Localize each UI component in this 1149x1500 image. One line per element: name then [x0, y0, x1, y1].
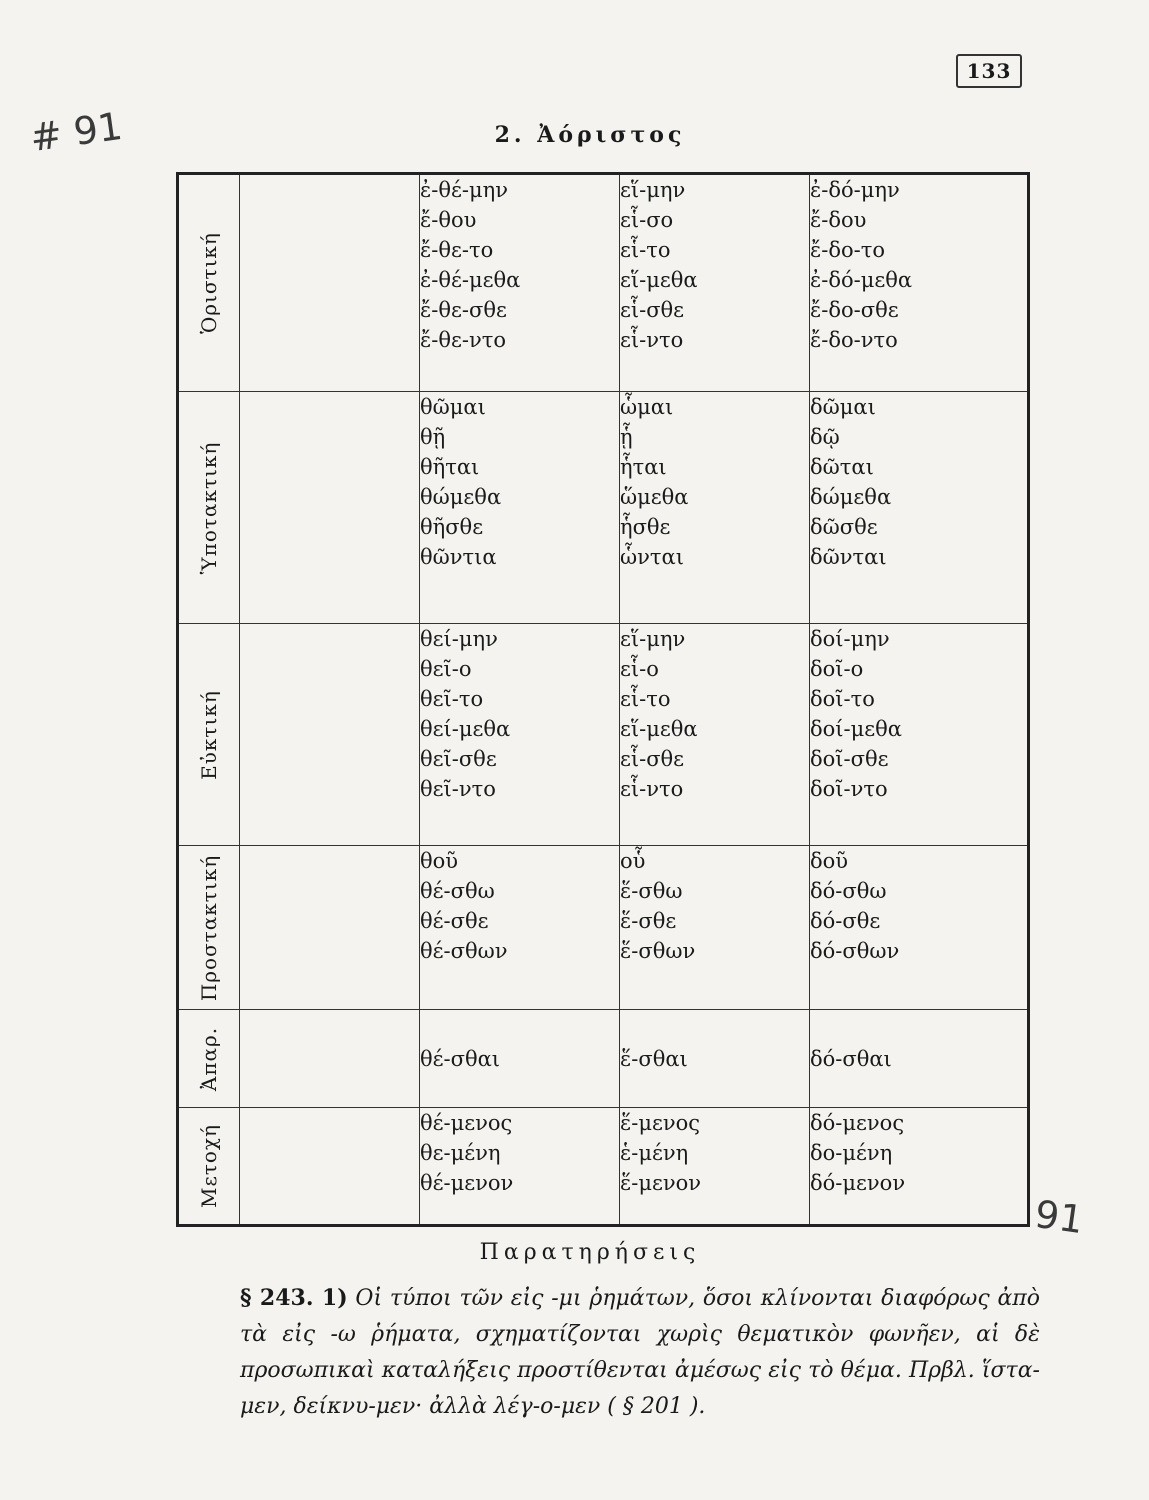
verb-form: ὥμεθα	[620, 485, 689, 509]
empty-cell	[240, 624, 420, 846]
verb-form: ἐ-δό-μεθα	[810, 268, 913, 292]
verb-form: δό-σθων	[810, 939, 900, 963]
verb-form: δό-μενος	[810, 1111, 905, 1135]
verb-form: δοί-μεθα	[810, 717, 902, 741]
verb-form: θῆται	[420, 455, 480, 479]
mood-label: Ὁριστική	[197, 232, 221, 334]
verb-form: ἔ-θε-ντο	[420, 328, 507, 352]
forms-cell	[810, 624, 1029, 846]
forms-cell	[420, 392, 620, 624]
paragraph-243	[240, 1280, 1040, 1425]
verb-form: ἔ-δου	[810, 208, 867, 232]
verb-form: θῶντια	[420, 545, 497, 569]
verb-form: εἷ-ντο	[620, 777, 684, 801]
forms-cell	[620, 846, 810, 1010]
verb-form: δοῖ-σθε	[810, 747, 889, 771]
verb-form: θέ-σθω	[420, 879, 495, 903]
verb-form: θώμεθα	[420, 485, 502, 509]
table-row	[178, 174, 1029, 392]
verb-form: θέ-μενος	[420, 1111, 513, 1135]
forms-cell	[810, 392, 1029, 624]
verb-form: εἵ-μην	[620, 627, 686, 651]
table-row	[178, 1010, 1029, 1108]
empty-cell	[240, 174, 420, 392]
verb-form: θεῖ-το	[420, 687, 484, 711]
verb-form: ἔ-θου	[420, 208, 477, 232]
verb-form: δό-σθε	[810, 909, 881, 933]
verb-form: εἷ-ντο	[620, 328, 684, 352]
verb-form: δό-σθαι	[810, 1046, 892, 1071]
verb-form: θέ-σθαι	[420, 1046, 501, 1071]
mood-cell	[178, 624, 240, 846]
verb-form: εἷ-σο	[620, 208, 674, 232]
verb-form: δό-μενον	[810, 1171, 906, 1195]
mood-label: Προστακτική	[197, 854, 221, 1001]
verb-form: δῶνται	[810, 545, 887, 569]
verb-form: ἔ-δο-ντο	[810, 328, 898, 352]
verb-form: δο-μένη	[810, 1141, 893, 1165]
page-number: 133	[956, 54, 1022, 88]
section-title: 2. Ἀόριστος	[494, 122, 686, 148]
verb-form: θεί-μεθα	[420, 717, 511, 741]
verb-form: ἔ-δο-το	[810, 238, 886, 262]
verb-form: εἷ-το	[620, 687, 671, 711]
forms-cell	[810, 846, 1029, 1010]
mood-cell	[178, 174, 240, 392]
verb-form: θε-μένη	[420, 1141, 501, 1165]
verb-form: εἷ-σθε	[620, 747, 685, 771]
marginal-note: 91	[1032, 1191, 1087, 1243]
verb-form: δώμεθα	[810, 485, 892, 509]
verb-form: δό-σθω	[810, 879, 887, 903]
verb-form: εἵ-μην	[620, 178, 686, 202]
forms-cell	[810, 1108, 1029, 1226]
verb-form: δῶμαι	[810, 395, 876, 419]
mood-label: Ὑποτακτική	[197, 441, 221, 574]
verb-form: δοῖ-ντο	[810, 777, 888, 801]
table-row	[178, 624, 1029, 846]
verb-form: θῶμαι	[420, 395, 486, 419]
mood-label: Μετοχή	[197, 1123, 221, 1209]
verb-form: θεῖ-ο	[420, 657, 472, 681]
verb-form: εἷ-το	[620, 238, 671, 262]
verb-form: ἑ-μένη	[620, 1141, 689, 1165]
verb-form: ἕ-σθω	[620, 879, 683, 903]
forms-cell	[420, 846, 620, 1010]
forms-cell	[620, 1108, 810, 1226]
verb-form: θοῦ	[420, 849, 459, 873]
verb-form: ἔ-θε-το	[420, 238, 494, 262]
paragraph-text: Οἱ τύποι τῶν εἰς -μι ῥημάτων, ὅσοι κλίνονται διαφόρως ἀπὸ τὰ εἰς -ω ῥήματα, σχηματίζονται χωρὶς θεματικὸν φωνῆεν, αἱ δὲ προσωπικαὶ καταλήξεις προστίθενται ἀμέσως εἰς τὸ θέμα. Πρβλ. ἵστα-μεν, δείκνυ-μεν· ἀλλὰ λέγ-ο-μεν ( § 201 ).	[240, 1286, 1041, 1419]
verb-form: εἵ-μεθα	[620, 268, 698, 292]
table-row	[178, 1108, 1029, 1226]
verb-form: δοί-μην	[810, 627, 890, 651]
verb-form: ἔ-θε-σθε	[420, 298, 507, 322]
forms-cell	[620, 1010, 810, 1108]
forms-cell	[620, 624, 810, 846]
verb-form: ἐ-θέ-μεθα	[420, 268, 521, 292]
forms-cell	[810, 1010, 1029, 1108]
verb-form: ἕ-σθων	[620, 939, 696, 963]
empty-cell	[240, 392, 420, 624]
verb-form: θῆσθε	[420, 515, 484, 539]
verb-form: ὧμαι	[620, 395, 674, 419]
verb-form: δοῖ-ο	[810, 657, 864, 681]
verb-form: ᾗ	[620, 425, 633, 449]
notes-heading: Παρατηρήσεις	[479, 1240, 701, 1265]
verb-form: ἧσθε	[620, 515, 671, 539]
verb-form: ἕ-σθαι	[620, 1046, 688, 1071]
verb-form: ὧνται	[620, 545, 684, 569]
verb-form: δοῖ-το	[810, 687, 875, 711]
verb-form: δοῦ	[810, 849, 849, 873]
mood-label: Ἀπαρ.	[197, 1026, 221, 1091]
empty-cell	[240, 846, 420, 1010]
table-row	[178, 846, 1029, 1010]
verb-form: θῇ	[420, 425, 446, 449]
marginal-note: # 91	[27, 103, 125, 161]
verb-form: εἷ-ο	[620, 657, 659, 681]
mood-cell	[178, 1010, 240, 1108]
mood-cell	[178, 1108, 240, 1226]
verb-form: εἷ-σθε	[620, 298, 685, 322]
verb-form: θέ-σθε	[420, 909, 489, 933]
paragraph-number: § 243. 1)	[240, 1285, 348, 1311]
empty-cell	[240, 1108, 420, 1226]
forms-cell	[620, 174, 810, 392]
verb-form: εἵ-μεθα	[620, 717, 698, 741]
verb-form: θέ-μενον	[420, 1171, 514, 1195]
forms-cell	[420, 1108, 620, 1226]
empty-cell	[240, 1010, 420, 1108]
mood-cell	[178, 392, 240, 624]
verb-form: ἐ-δό-μην	[810, 178, 900, 202]
verb-form: ἕ-μενος	[620, 1111, 701, 1135]
table-row	[178, 392, 1029, 624]
forms-cell	[620, 392, 810, 624]
verb-form: δῷ	[810, 425, 840, 449]
verb-form: ἕ-μενον	[620, 1171, 702, 1195]
verb-form: θεῖ-ντο	[420, 777, 496, 801]
verb-form: θεῖ-σθε	[420, 747, 497, 771]
verb-form: δῶσθε	[810, 515, 878, 539]
verb-form: ἕ-σθε	[620, 909, 677, 933]
forms-cell	[810, 174, 1029, 392]
verb-form: ἔ-δο-σθε	[810, 298, 899, 322]
verb-form: οὗ	[620, 849, 646, 873]
verb-form: ἐ-θέ-μην	[420, 178, 508, 202]
conjugation-table	[176, 172, 1030, 1227]
verb-form: ἧται	[620, 455, 667, 479]
forms-cell	[420, 624, 620, 846]
forms-cell	[420, 174, 620, 392]
mood-label: Εὐκτική	[197, 689, 221, 780]
verb-form: δῶται	[810, 455, 874, 479]
forms-cell	[420, 1010, 620, 1108]
mood-cell	[178, 846, 240, 1010]
verb-form: θέ-σθων	[420, 939, 508, 963]
verb-form: θεί-μην	[420, 627, 498, 651]
